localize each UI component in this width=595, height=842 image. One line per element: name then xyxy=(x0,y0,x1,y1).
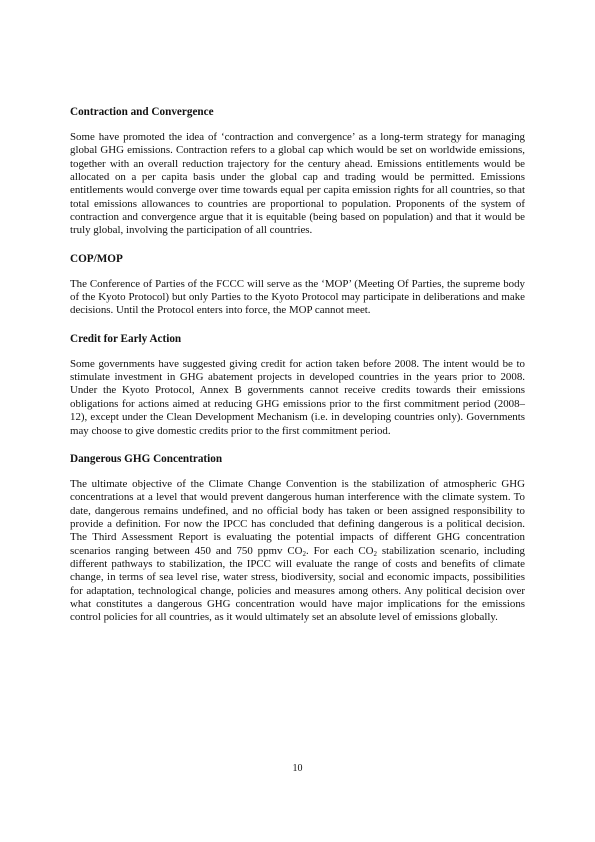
section-heading-credit-early-action: Credit for Early Action xyxy=(70,332,182,345)
subscript-2: 2 xyxy=(302,549,306,558)
section-heading-contraction-convergence: Contraction and Convergence xyxy=(70,106,214,118)
section-paragraph-credit-early-action: Some governments have suggested giving credit for action taken before 2008. The intent would be to stimulate investment in GHG abatement projects in developed countries in the years prior to 2008. Under the Kyoto Protocol, Annex B governments cannot receive credits towards their emissions obligations for actions aimed at reducing GHG emissions prior to the first commitment period (2008–12), except under the Clean Development Mechanism (i.e. in developing countries only). Governments may choose to give domestic credits prior to the first commitment period. xyxy=(70,357,525,437)
page-content xyxy=(70,105,525,639)
page-number: 10 xyxy=(292,763,303,774)
section-paragraph-dangerous-ghg xyxy=(70,478,525,625)
section-paragraph-cop-mop: The Conference of Parties of the FCCC will serve as the ‘MOP’ (Meeting Of Parties, the supreme body of the Kyoto Protocol) but only Parties to the Kyoto Protocol may participate in deliberations and make decisions. Until the Protocol enters into force, the MOP cannot meet. xyxy=(70,277,525,317)
paragraph-text-part-1: The ultimate objective of the Climate Change Convention is the stabilization of atmospheric GHG concentrations at a level that would prevent dangerous human interference with the climate system. To date, dangerous remains undefined, and no official body has taken or been assigned responsibility to provide a definition. For now the IPCC has concluded that defining dangerous is a political decision. The Third Assessment Report is evaluating the potential impacts of different GHG concentration scenarios ranging between 450 and 750 ppmv CO xyxy=(70,477,525,557)
paragraph-text-part-3: stabilization scenario, including different pathways to stabilization, the IPCC will evaluate the range of costs and benefits of climate change, in terms of sea level rise, water stress, biodiversity, social and economic impacts, possibilities for adaptation, technological change, policies and measures among others. Any political decision over what constitutes a dangerous GHG concentration would have major implications for the emissions control policies for all countries, as it would ultimately set an absolute level of emissions globally. xyxy=(70,544,525,624)
subscript-2: 2 xyxy=(373,549,378,558)
paragraph-text-part-2: . For each CO xyxy=(305,544,374,557)
section-heading-cop-mop: COP/MOP xyxy=(70,252,123,265)
section-heading-dangerous-ghg: Dangerous GHG Concentration xyxy=(70,452,223,465)
section-paragraph-contraction-convergence: Some have promoted the idea of ‘contraction and convergence’ as a long-term strategy for managing global GHG emissions. Contraction refers to a global cap which would be set on worldwide emissions, together with an overall reduction trajectory for the century ahead. Emissions entitlements would be allocated on a per capita basis under the global cap and trading would be permitted. Emissions entitlements would converge over time towards equal per capita emission rights for all countries, so that total emissions allowances to countries are proportional to population. Proponents of the system of contraction and convergence argue that it is equitable (being based on population) and that it would be truly global, involving the participation of all countries. xyxy=(70,131,525,237)
